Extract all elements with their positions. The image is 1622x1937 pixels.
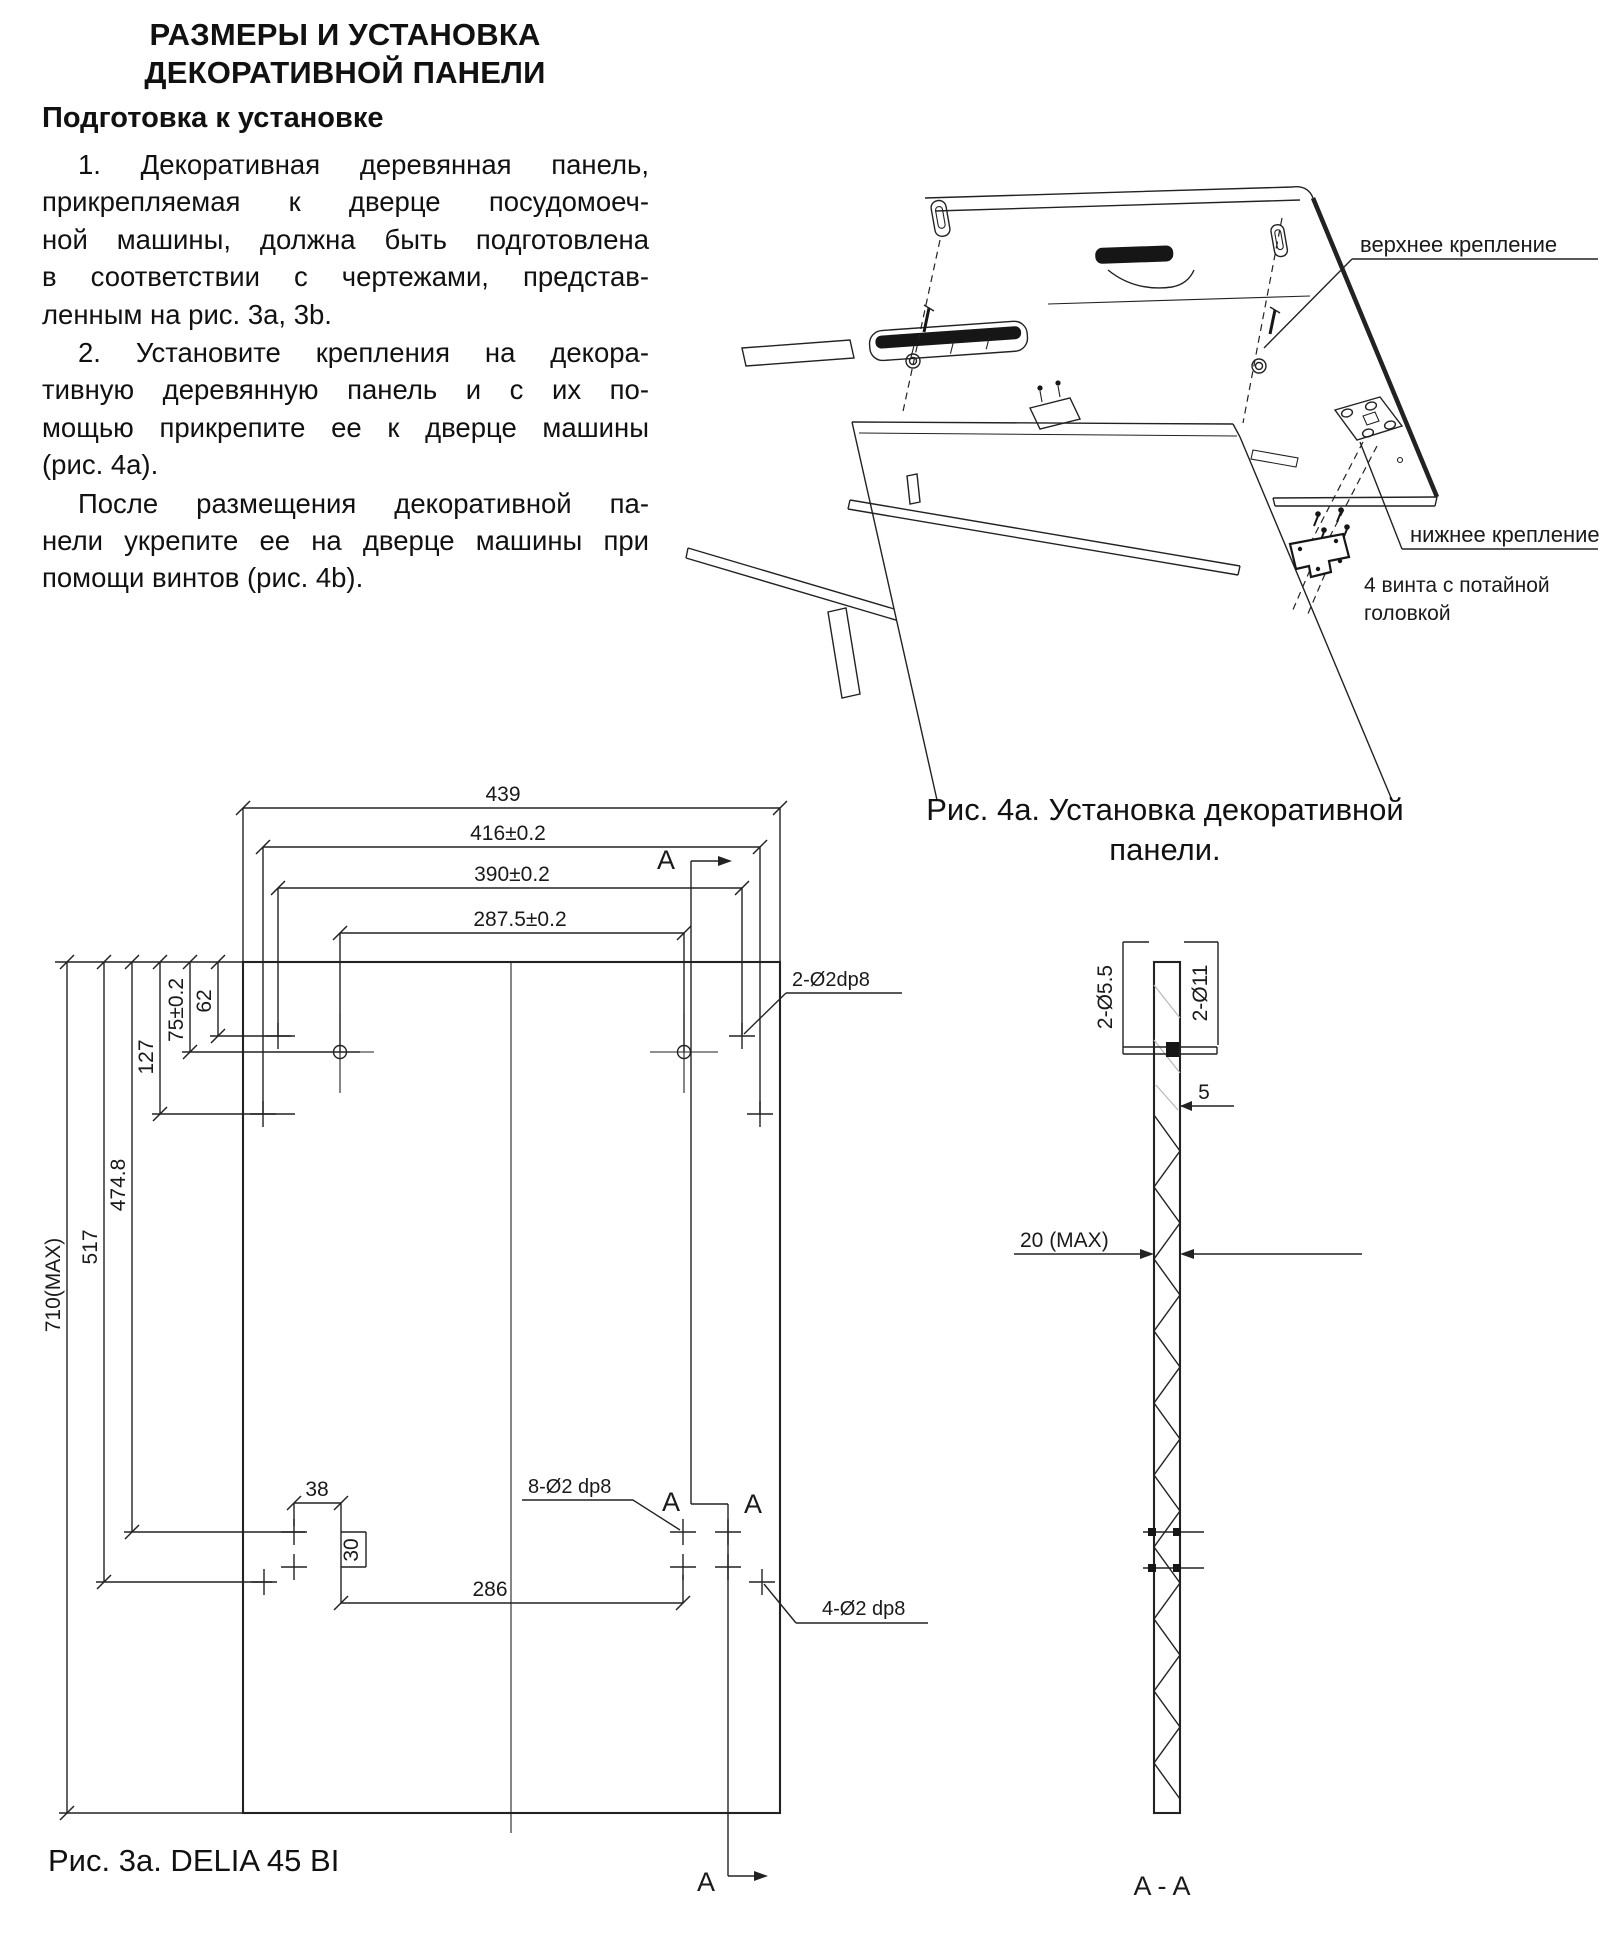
dim-20-label: 20 (MAX) (1020, 1229, 1109, 1252)
target-hole-icon (306, 1013, 374, 1093)
body-line: тивную деревянную панель и с их по- (42, 374, 649, 406)
figure-4a-drawing (680, 140, 1620, 800)
dim-38: 38 (305, 1478, 329, 1501)
body-line: 2. Установите крепления на декора- (78, 337, 649, 369)
paragraph-1 (42, 146, 649, 333)
dim-439: 439 (485, 783, 521, 806)
page-title-line2: ДЕКОРАТИВНОЙ ПАНЕЛИ (144, 55, 546, 90)
dim-5-leader (1180, 1081, 1234, 1111)
hole-labels (522, 969, 928, 1623)
dim-62: 62 (193, 989, 216, 1013)
section-label-A-top: A (656, 845, 676, 875)
door-top-strip (1095, 245, 1174, 264)
body-line: мощью прикрепите ее к дверце машины (42, 411, 649, 443)
lower-bracket-label: нижнее крепление (1410, 522, 1600, 547)
body-line: ленным на рис. 3а, 3b. (42, 298, 332, 330)
vent-outline (742, 340, 854, 366)
target-hole-icon (650, 1013, 718, 1093)
paragraph-2 (42, 334, 649, 484)
screw-positions (1143, 1528, 1204, 1572)
screw-icon (924, 305, 934, 332)
dimension-ticks (60, 801, 787, 1820)
dim-75: 75±0.2 (165, 977, 188, 1043)
section-AA-label: A - A (1133, 1871, 1191, 1901)
dim-20max (1014, 1229, 1362, 1259)
upper-bracket-label: верхнее крепление (1360, 232, 1558, 257)
hole-marks (250, 1013, 775, 1595)
page-title (38, 16, 652, 92)
dim-390: 390±0.2 (474, 863, 550, 886)
section-label-A-mid-left: A (661, 1487, 681, 1517)
body-line: ной машины, должна быть подготовлена (42, 223, 649, 255)
section-line-A (657, 845, 768, 1897)
upper-bracket-on-panel (1030, 380, 1080, 429)
dim-2xd5-5: 2-Ø5.5 (1094, 964, 1117, 1030)
body-line: помощи винтов (рис. 4b). (42, 562, 364, 594)
screws-label-line1: 4 винта с потайной (1364, 574, 1550, 597)
bracket-plate-edge (1123, 1042, 1217, 1057)
cross-holes (250, 1023, 775, 1595)
dim-710: 710(MAX) (42, 1237, 65, 1333)
dim-2xd11: 2-Ø11 (1189, 964, 1212, 1022)
dim-30: 30 (340, 1538, 363, 1562)
dim-127: 127 (135, 1039, 158, 1075)
step-dimensions (294, 1478, 683, 1603)
body-line: нели укрепите ее на дверце машины при (42, 525, 649, 557)
figure-4a-caption-line1: Рис. 4а. Установка декоративной (926, 792, 1404, 827)
dim-287-5: 287.5±0.2 (473, 908, 567, 931)
holes-low-label: 4-Ø2 dp8 (822, 1598, 906, 1620)
left-dimensions (42, 962, 360, 1813)
section-label-A-mid-right: A (743, 1489, 763, 1519)
paragraph-3 (42, 485, 649, 597)
page-title-line1: РАЗМЕРЫ И УСТАНОВКА (149, 17, 541, 52)
screws-label-line2: головкой (1364, 602, 1451, 625)
body-line: прикрепляемая к дверце посудомоеч- (42, 186, 649, 218)
dim-286: 286 (472, 1578, 508, 1601)
body-line: После размещения декоративной па- (78, 487, 649, 519)
section-AA-drawing (990, 900, 1450, 1930)
section-label-A-bottom: A (696, 1867, 716, 1897)
figure-3a-caption: Рис. 3а. DELIA 45 BI (48, 1843, 340, 1878)
panel-outline (55, 962, 780, 1833)
door-handle (869, 320, 1029, 361)
holes-top-label: 2-Ø2dp8 (792, 969, 870, 991)
section-heading: Подготовка к установке (42, 102, 384, 134)
grommet-icon (906, 354, 920, 368)
body-line: 1. Декоративная деревянная панель, (78, 149, 649, 180)
dim-474-8: 474.8 (107, 1158, 130, 1212)
holes-mid-label: 8-Ø2 dp8 (528, 1476, 612, 1498)
body-line: в соответствии с чертежами, представ- (42, 261, 649, 293)
body-text (42, 146, 649, 598)
figure-4a-caption-line2: панели. (1109, 832, 1221, 867)
dim-5: 5 (1198, 1081, 1210, 1104)
figure-3a-drawing (30, 785, 990, 1900)
body-line: (рис. 4а). (42, 449, 159, 481)
top-hole-dims (1094, 942, 1218, 1047)
dim-416: 416±0.2 (470, 822, 546, 845)
panel-section-bar (1154, 962, 1180, 1813)
dim-517: 517 (79, 1229, 102, 1265)
lower-bracket-on-panel (1290, 534, 1349, 577)
